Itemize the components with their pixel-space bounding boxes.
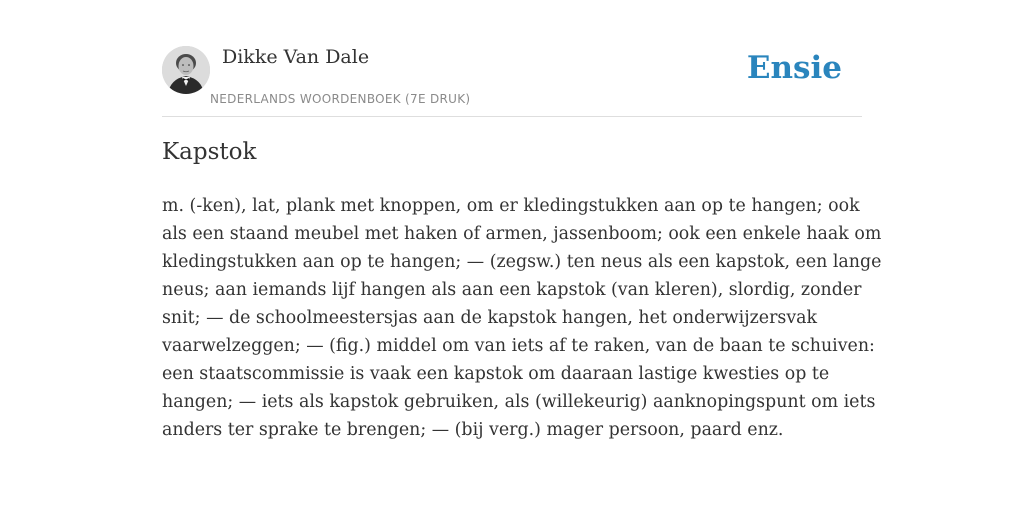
page-title: Kapstok [162, 139, 257, 165]
brand-logo[interactable]: Ensie [746, 50, 842, 86]
entry-card [162, 38, 882, 440]
definition-line: vaarwelzeggen; — (fig.) middel om van iets af te raken, van de baan te schuiven: [162, 336, 875, 356]
definition-line: als een staand meubel met haken of armen, jassenboom; ook een enkele haak om [162, 224, 882, 244]
definition-line: een staatscommissie is vaak een kapstok om daaraan lastige kwesties op te [162, 364, 830, 384]
definition-line: m. (-ken), lat, plank met knoppen, om er kledingstukken aan op te hangen; ook [162, 196, 860, 216]
definition-line: neus; aan iemands lijf hangen als aan een kapstok (van kleren), slordig, zonder [162, 280, 862, 300]
definition-text [162, 192, 882, 444]
definition-line: snit; — de schoolmeestersjas aan de kapstok hangen, het onderwijzersvak [162, 308, 818, 328]
definition-line: hangen; — iets als kapstok gebruiken, als (willekeurig) aanknopingspunt om iets [162, 392, 876, 412]
definition-line: anders ter sprake te brengen; — (bij verg.) mager persoon, paard enz. [162, 420, 784, 440]
source-label[interactable]: NEDERLANDS WOORDENBOEK (7E DRUK) [210, 92, 471, 106]
entry-header [162, 38, 862, 117]
author-name[interactable]: Dikke Van Dale [222, 46, 370, 68]
portrait-photo-icon [162, 46, 210, 94]
definition-line: kledingstukken aan op te hangen; — (zegsw.) ten neus als een kapstok, een lange [162, 252, 882, 272]
avatar[interactable] [162, 46, 210, 94]
